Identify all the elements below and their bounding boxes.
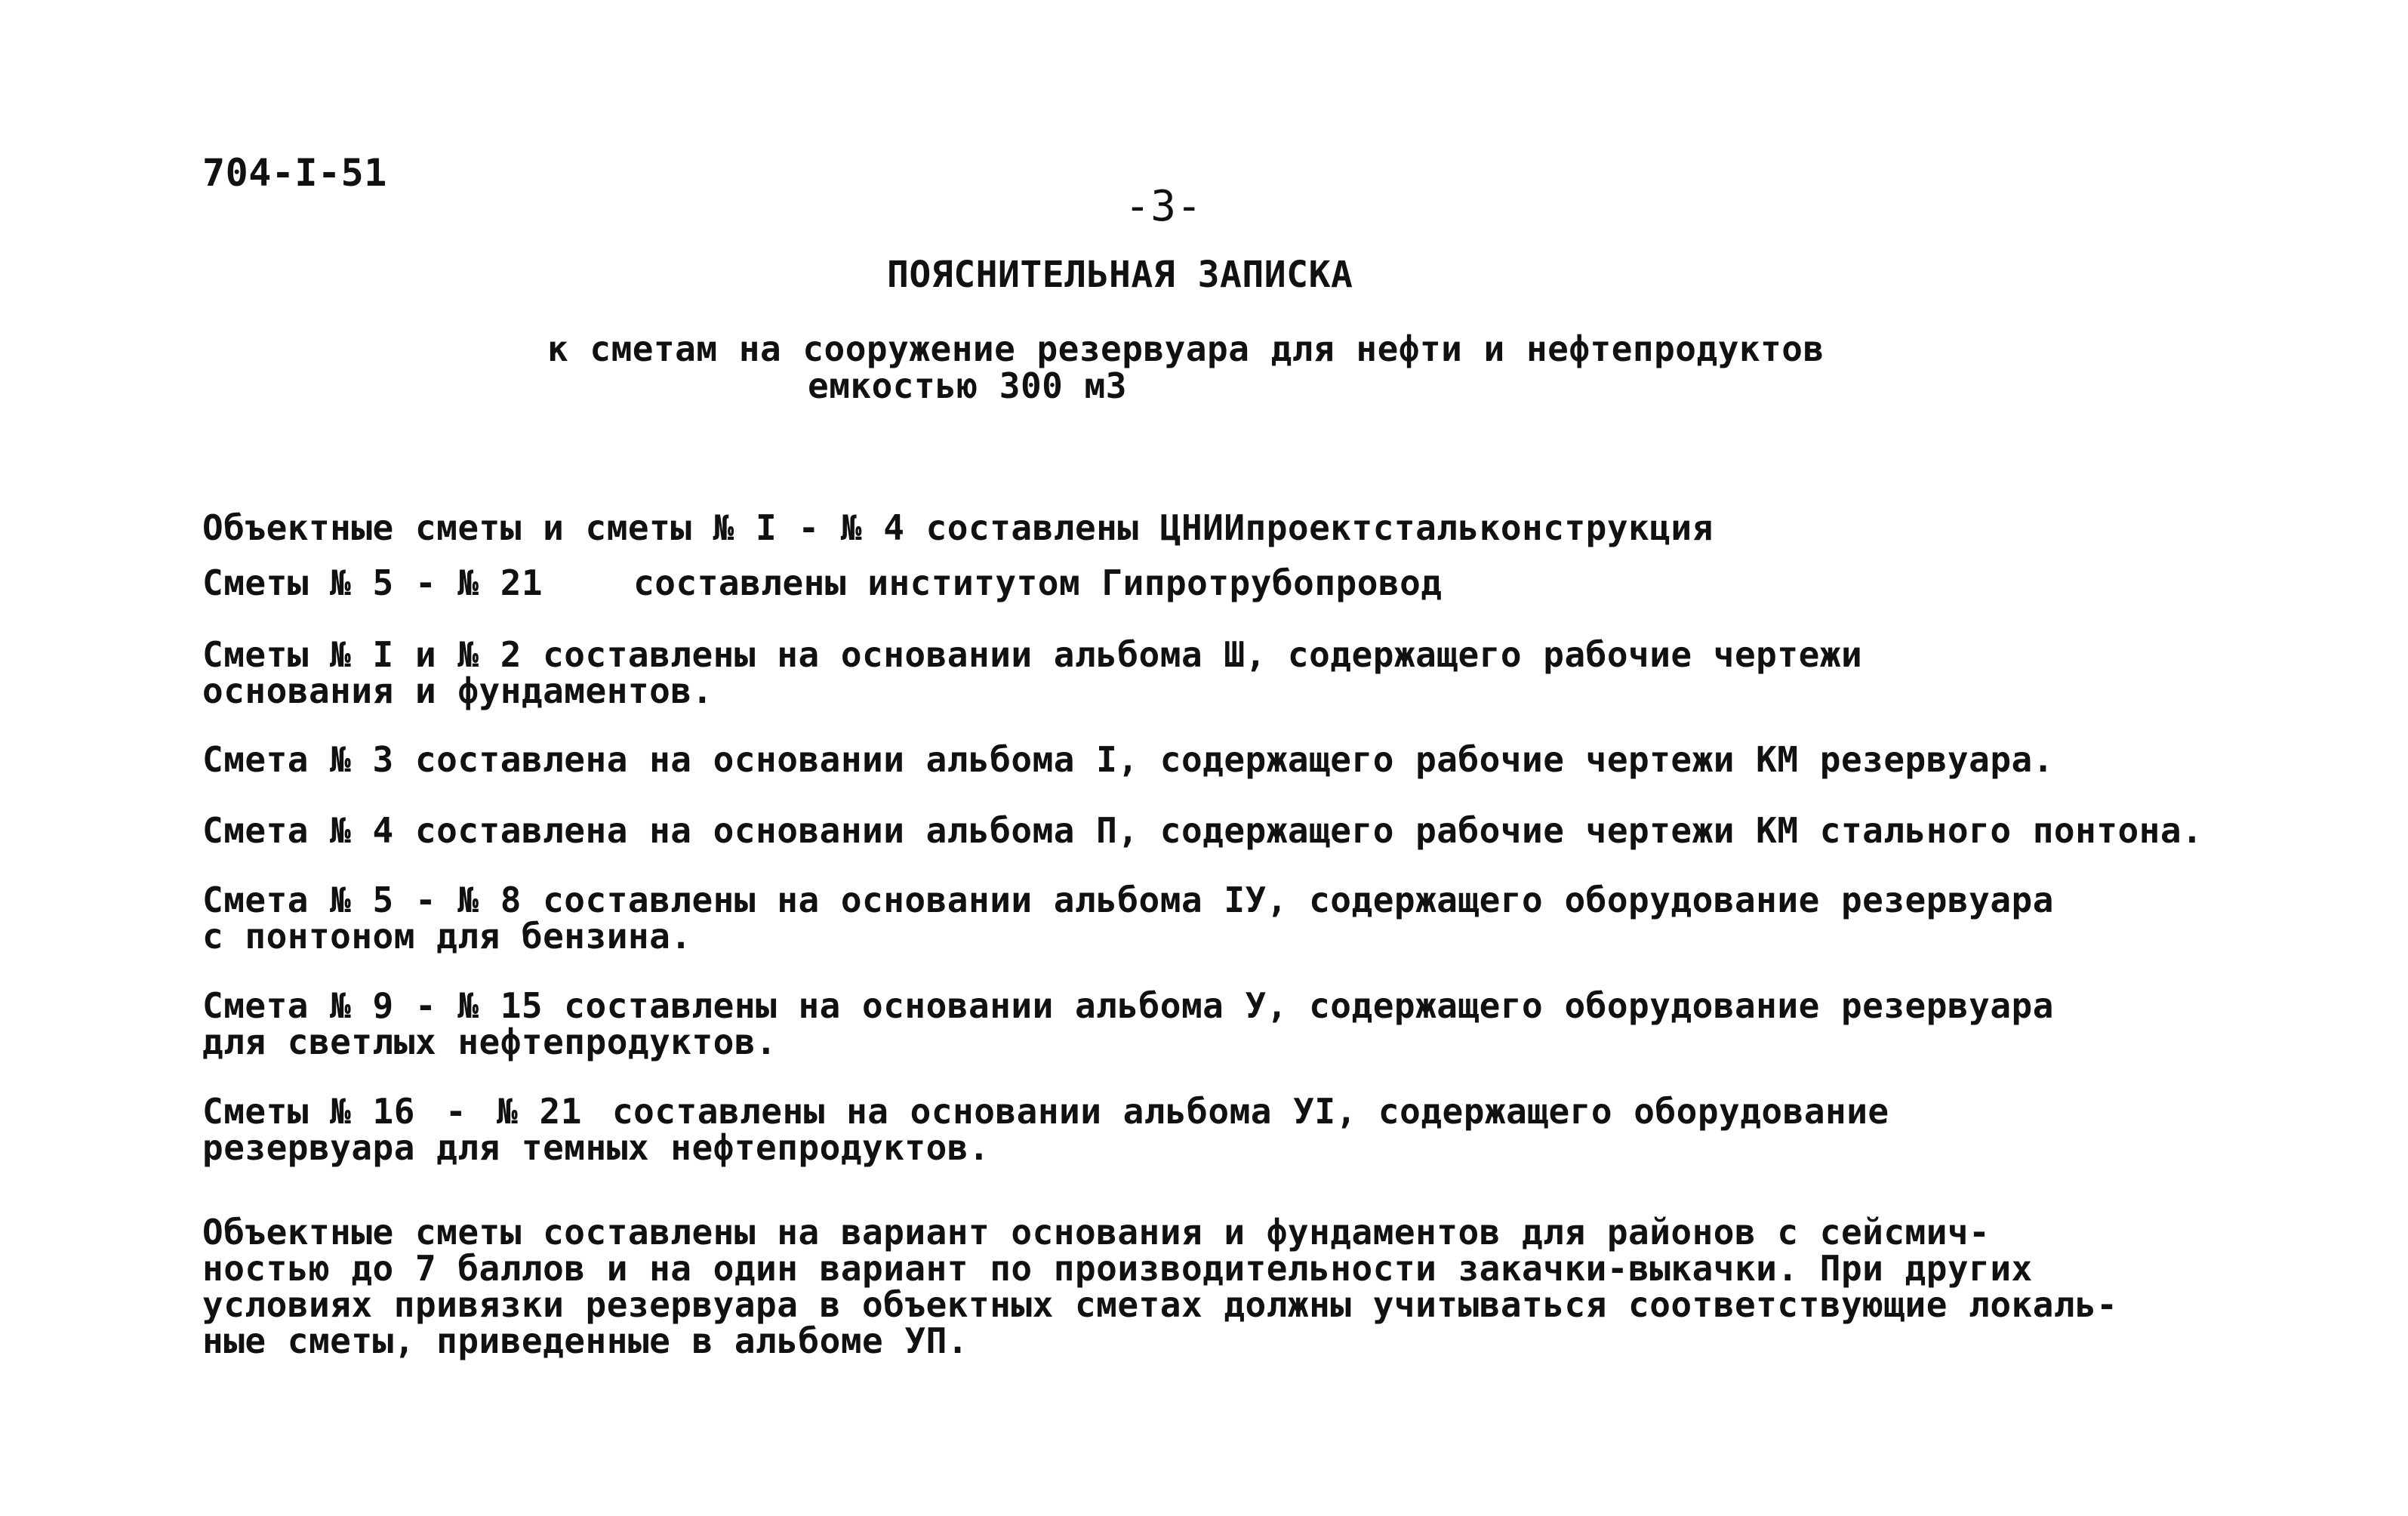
document-code: 704-I-51 bbox=[202, 151, 387, 195]
paragraph-seismic-note bbox=[202, 1214, 2118, 1359]
paragraph-estimates-5-8 bbox=[202, 880, 2054, 957]
paragraph-line: основания и фундаментов. bbox=[202, 670, 713, 711]
paragraph-line: Смета № 4 составлена на основании альбома П, содержащего рабочие чертежи КМ стального понтона. bbox=[202, 810, 2203, 851]
paragraph-estimates-16-21 bbox=[202, 1093, 1889, 1166]
document-title: ПОЯСНИТЕЛЬНАЯ ЗАПИСКА bbox=[887, 254, 1353, 296]
estimate-range: Сметы № 5 - № 21 bbox=[202, 562, 543, 603]
paragraph-line bbox=[202, 1091, 1889, 1132]
paragraph-line: с понтоном для бензина. bbox=[202, 916, 692, 957]
document-subtitle-line-2: емкостью 300 м3 bbox=[808, 365, 1127, 406]
paragraph-line: ные сметы, приведенные в альбоме УП. bbox=[202, 1320, 968, 1361]
paragraph-estimates-1-2 bbox=[202, 636, 1862, 709]
paragraph-line: резервуара для темных нефтепродуктов. bbox=[202, 1127, 990, 1168]
paragraph-line: для светлых нефтепродуктов. bbox=[202, 1021, 778, 1062]
paragraph-object-estimates bbox=[202, 507, 1714, 548]
paragraph-estimates-9-15 bbox=[202, 985, 2054, 1062]
paragraph-line: Сметы № I и № 2 составлены на основании альбома Ш, содержащего рабочие чертежи bbox=[202, 634, 1863, 675]
paragraph-estimates-5-21 bbox=[202, 562, 1443, 603]
paragraph-line: Объектные сметы составлены на вариант основания и фундаментов для районов с сейсмич- bbox=[202, 1212, 1991, 1253]
paragraph-line: Смета № 9 - № 15 составлены на основании альбома У, содержащего оборудование резервуара bbox=[202, 985, 2054, 1026]
paragraph-line: Смета № 5 - № 8 составлены на основании альбома IУ, содержащего оборудование резервуара bbox=[202, 880, 2054, 920]
paragraph-estimate-4 bbox=[202, 812, 2203, 849]
estimate-author: составлены институтом Гипротрубопровод bbox=[633, 562, 1443, 603]
paragraph-line bbox=[202, 562, 1443, 603]
paragraph-line: условиях привязки резервуара в объектных сметах должны учитываться соответствующие локаль- bbox=[202, 1284, 2118, 1325]
paragraph-line: Объектные сметы и сметы № I - № 4 составлены ЦНИИпроектстальконструкция bbox=[202, 507, 1714, 548]
page-number: -3- bbox=[1125, 182, 1202, 231]
paragraph-line: Смета № 3 составлена на основании альбома I, содержащего рабочие чертежи КМ резервуара. bbox=[202, 739, 2054, 780]
estimate-range-end: № 21 bbox=[497, 1091, 582, 1132]
estimate-range-start: Сметы № 16 bbox=[202, 1091, 415, 1132]
estimate-range-dash: - bbox=[445, 1091, 467, 1132]
paragraph-line: ностью до 7 баллов и на один вариант по производительности закачки-выкачки. При других bbox=[202, 1248, 2033, 1289]
document-subtitle-line-1: к сметам на сооружение резервуара для нефти и нефтепродуктов bbox=[547, 328, 1824, 369]
paragraph-estimate-3 bbox=[202, 741, 2054, 778]
estimate-description: составлены на основании альбома УI, содержащего оборудование bbox=[611, 1091, 1889, 1132]
